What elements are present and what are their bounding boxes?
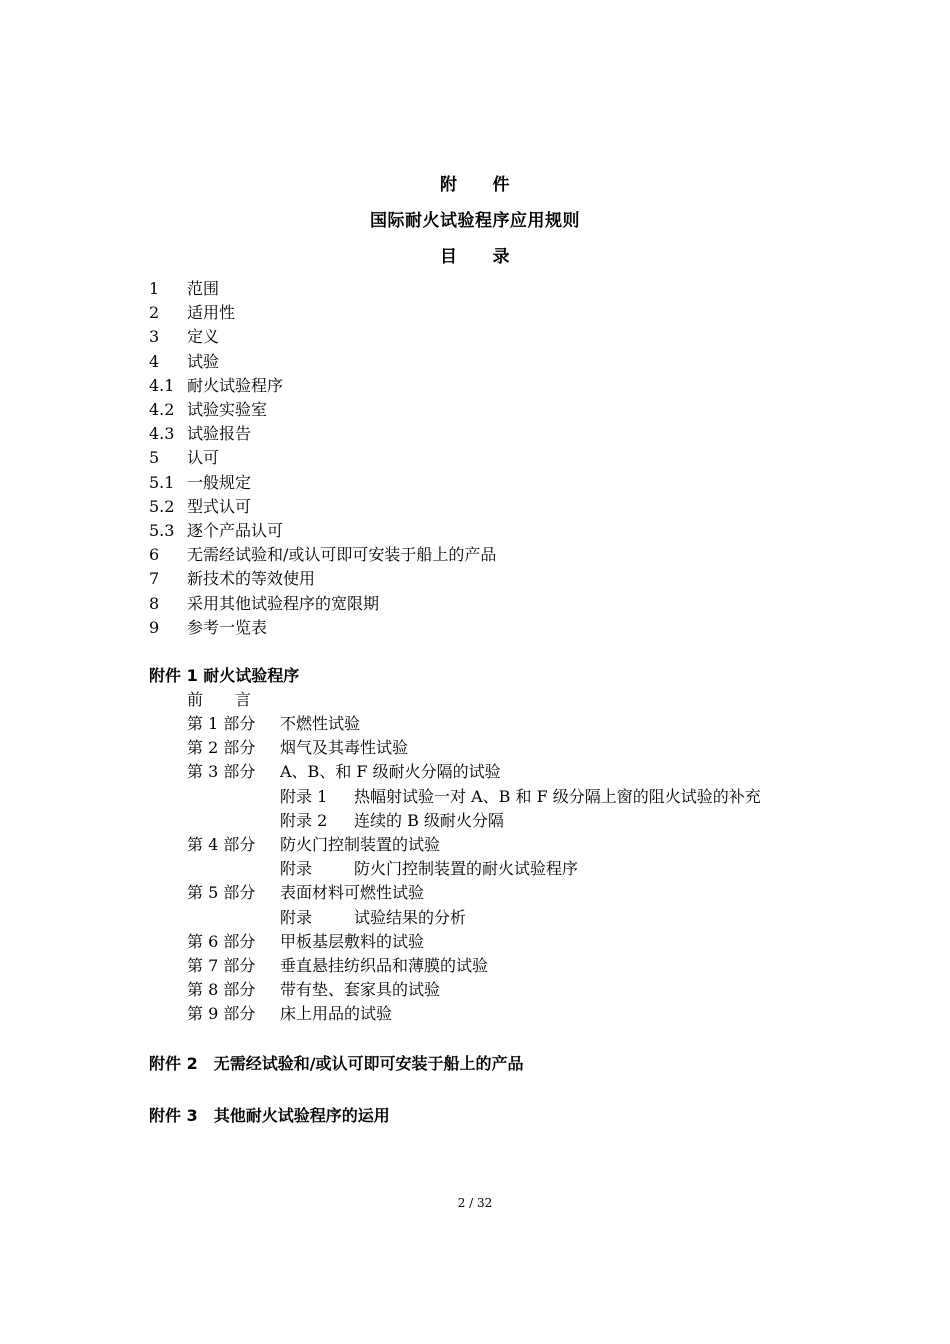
toc-item-label: 试验报告 [187, 424, 252, 444]
part-label: 第 2 部分 [187, 738, 256, 758]
contents-heading: 目 录 [440, 247, 510, 267]
toc-item-number: 5.2 [149, 496, 175, 516]
part-label: 第 5 部分 [187, 883, 256, 903]
part-item [187, 930, 424, 954]
toc-item [149, 616, 267, 640]
part-text: A、B、和 F 级耐火分隔的试验 [280, 762, 501, 782]
page-number: 2 / 32 [457, 1196, 493, 1210]
annex1-title: 附件 1 耐火试验程序 [149, 666, 300, 685]
part-text: 表面材料可燃性试验 [280, 883, 425, 903]
toc-item [149, 495, 251, 519]
toc-item-label: 型式认可 [187, 496, 252, 516]
toc-item-label: 采用其他试验程序的宽限期 [187, 593, 380, 613]
toc-item-label: 范围 [187, 279, 220, 298]
part-text: 床上用品的试验 [280, 1004, 393, 1024]
toc-item-label: 试验 [187, 351, 220, 371]
annex2-title: 附件 2 无需经试验和/或认可即可安装于船上的产品 [149, 1054, 524, 1073]
part-label: 第 8 部分 [187, 980, 256, 1000]
toc-item-number: 8 [149, 593, 160, 613]
part-label: 第 6 部分 [187, 931, 256, 951]
part-item [187, 736, 408, 760]
toc-item [149, 592, 379, 616]
toc-item-number: 4 [149, 351, 160, 371]
toc-item-number: 2 [149, 303, 160, 323]
toc-item-number: 4.3 [149, 424, 175, 444]
appendix-item [280, 785, 761, 809]
toc-item-number: 9 [149, 617, 160, 637]
toc-item-number: 4.2 [149, 400, 175, 419]
part-item [187, 954, 488, 978]
toc-item-label: 定义 [187, 327, 220, 347]
appendix-label: 附录 [280, 859, 313, 879]
part-item [187, 1002, 392, 1026]
part-label: 第 7 部分 [187, 956, 256, 975]
part-text: 防火门控制装置的试验 [280, 835, 441, 854]
appendix-item [280, 857, 578, 881]
annex3-title: 附件 3 其他耐火试验程序的运用 [149, 1106, 390, 1125]
toc-item-label: 参考一览表 [187, 617, 268, 637]
toc-item [149, 325, 219, 349]
toc-item-number: 1 [149, 279, 160, 298]
part-text: 试验结果的分析 [354, 907, 467, 927]
toc-item-number: 5.1 [149, 472, 175, 492]
part-item [187, 760, 501, 784]
part-item [187, 833, 440, 857]
toc-item [149, 398, 267, 422]
part-text: 垂直悬挂纺织品和薄膜的试验 [280, 956, 489, 975]
toc-item-label: 一般规定 [187, 472, 252, 492]
toc-item [149, 422, 251, 446]
toc-item [149, 471, 251, 495]
toc-item [149, 567, 315, 591]
part-item [187, 978, 440, 1002]
toc-item-number: 5 [149, 448, 160, 468]
toc-item-label: 新技术的等效使用 [187, 569, 316, 589]
appendix-label: 附录 [280, 907, 313, 927]
toc-item-label: 认可 [187, 448, 220, 468]
part-label: 第 3 部分 [187, 762, 256, 782]
toc-item-number: 4.1 [149, 375, 175, 395]
toc-item-number: 7 [149, 569, 160, 589]
part-text: 不燃性试验 [280, 714, 361, 733]
document-title: 国际耐火试验程序应用规则 [370, 211, 580, 231]
toc-item-label: 适用性 [187, 303, 236, 323]
part-text: 热幅射试验一对 A、B 和 F 级分隔上窗的阻火试验的补充 [354, 786, 761, 806]
toc-item-label: 试验实验室 [187, 400, 268, 419]
part-text: 连续的 B 级耐火分隔 [354, 810, 504, 830]
toc-item-label: 无需经试验和/或认可即可安装于船上的产品 [187, 545, 497, 565]
part-text: 烟气及其毒性试验 [280, 738, 409, 758]
part-text: 带有垫、套家具的试验 [280, 980, 441, 1000]
toc-item [149, 446, 219, 470]
toc-item [149, 350, 219, 374]
part-text: 甲板基层敷料的试验 [280, 931, 425, 951]
toc-item-label: 逐个产品认可 [187, 521, 284, 540]
toc-item [149, 519, 283, 543]
part-item [187, 712, 360, 736]
toc-item [149, 301, 235, 325]
toc-item [149, 277, 219, 301]
part-item [187, 881, 424, 905]
annex-heading: 附 件 [440, 175, 510, 195]
toc-item-number: 5.3 [149, 521, 175, 540]
toc-item [149, 543, 496, 567]
part-label: 第 9 部分 [187, 1004, 256, 1024]
toc-item-label: 耐火试验程序 [187, 375, 284, 395]
appendix-label: 附录 2 [280, 810, 328, 830]
toc-item-number: 3 [149, 327, 160, 347]
part-label: 第 1 部分 [187, 714, 256, 733]
part-label: 第 4 部分 [187, 835, 256, 854]
annex1-preface: 前 言 [187, 690, 252, 709]
toc-item [149, 374, 283, 398]
part-text: 防火门控制装置的耐火试验程序 [354, 859, 579, 879]
appendix-label: 附录 1 [280, 786, 328, 806]
appendix-item [280, 906, 466, 930]
toc-item-number: 6 [149, 545, 160, 565]
appendix-item [280, 809, 504, 833]
